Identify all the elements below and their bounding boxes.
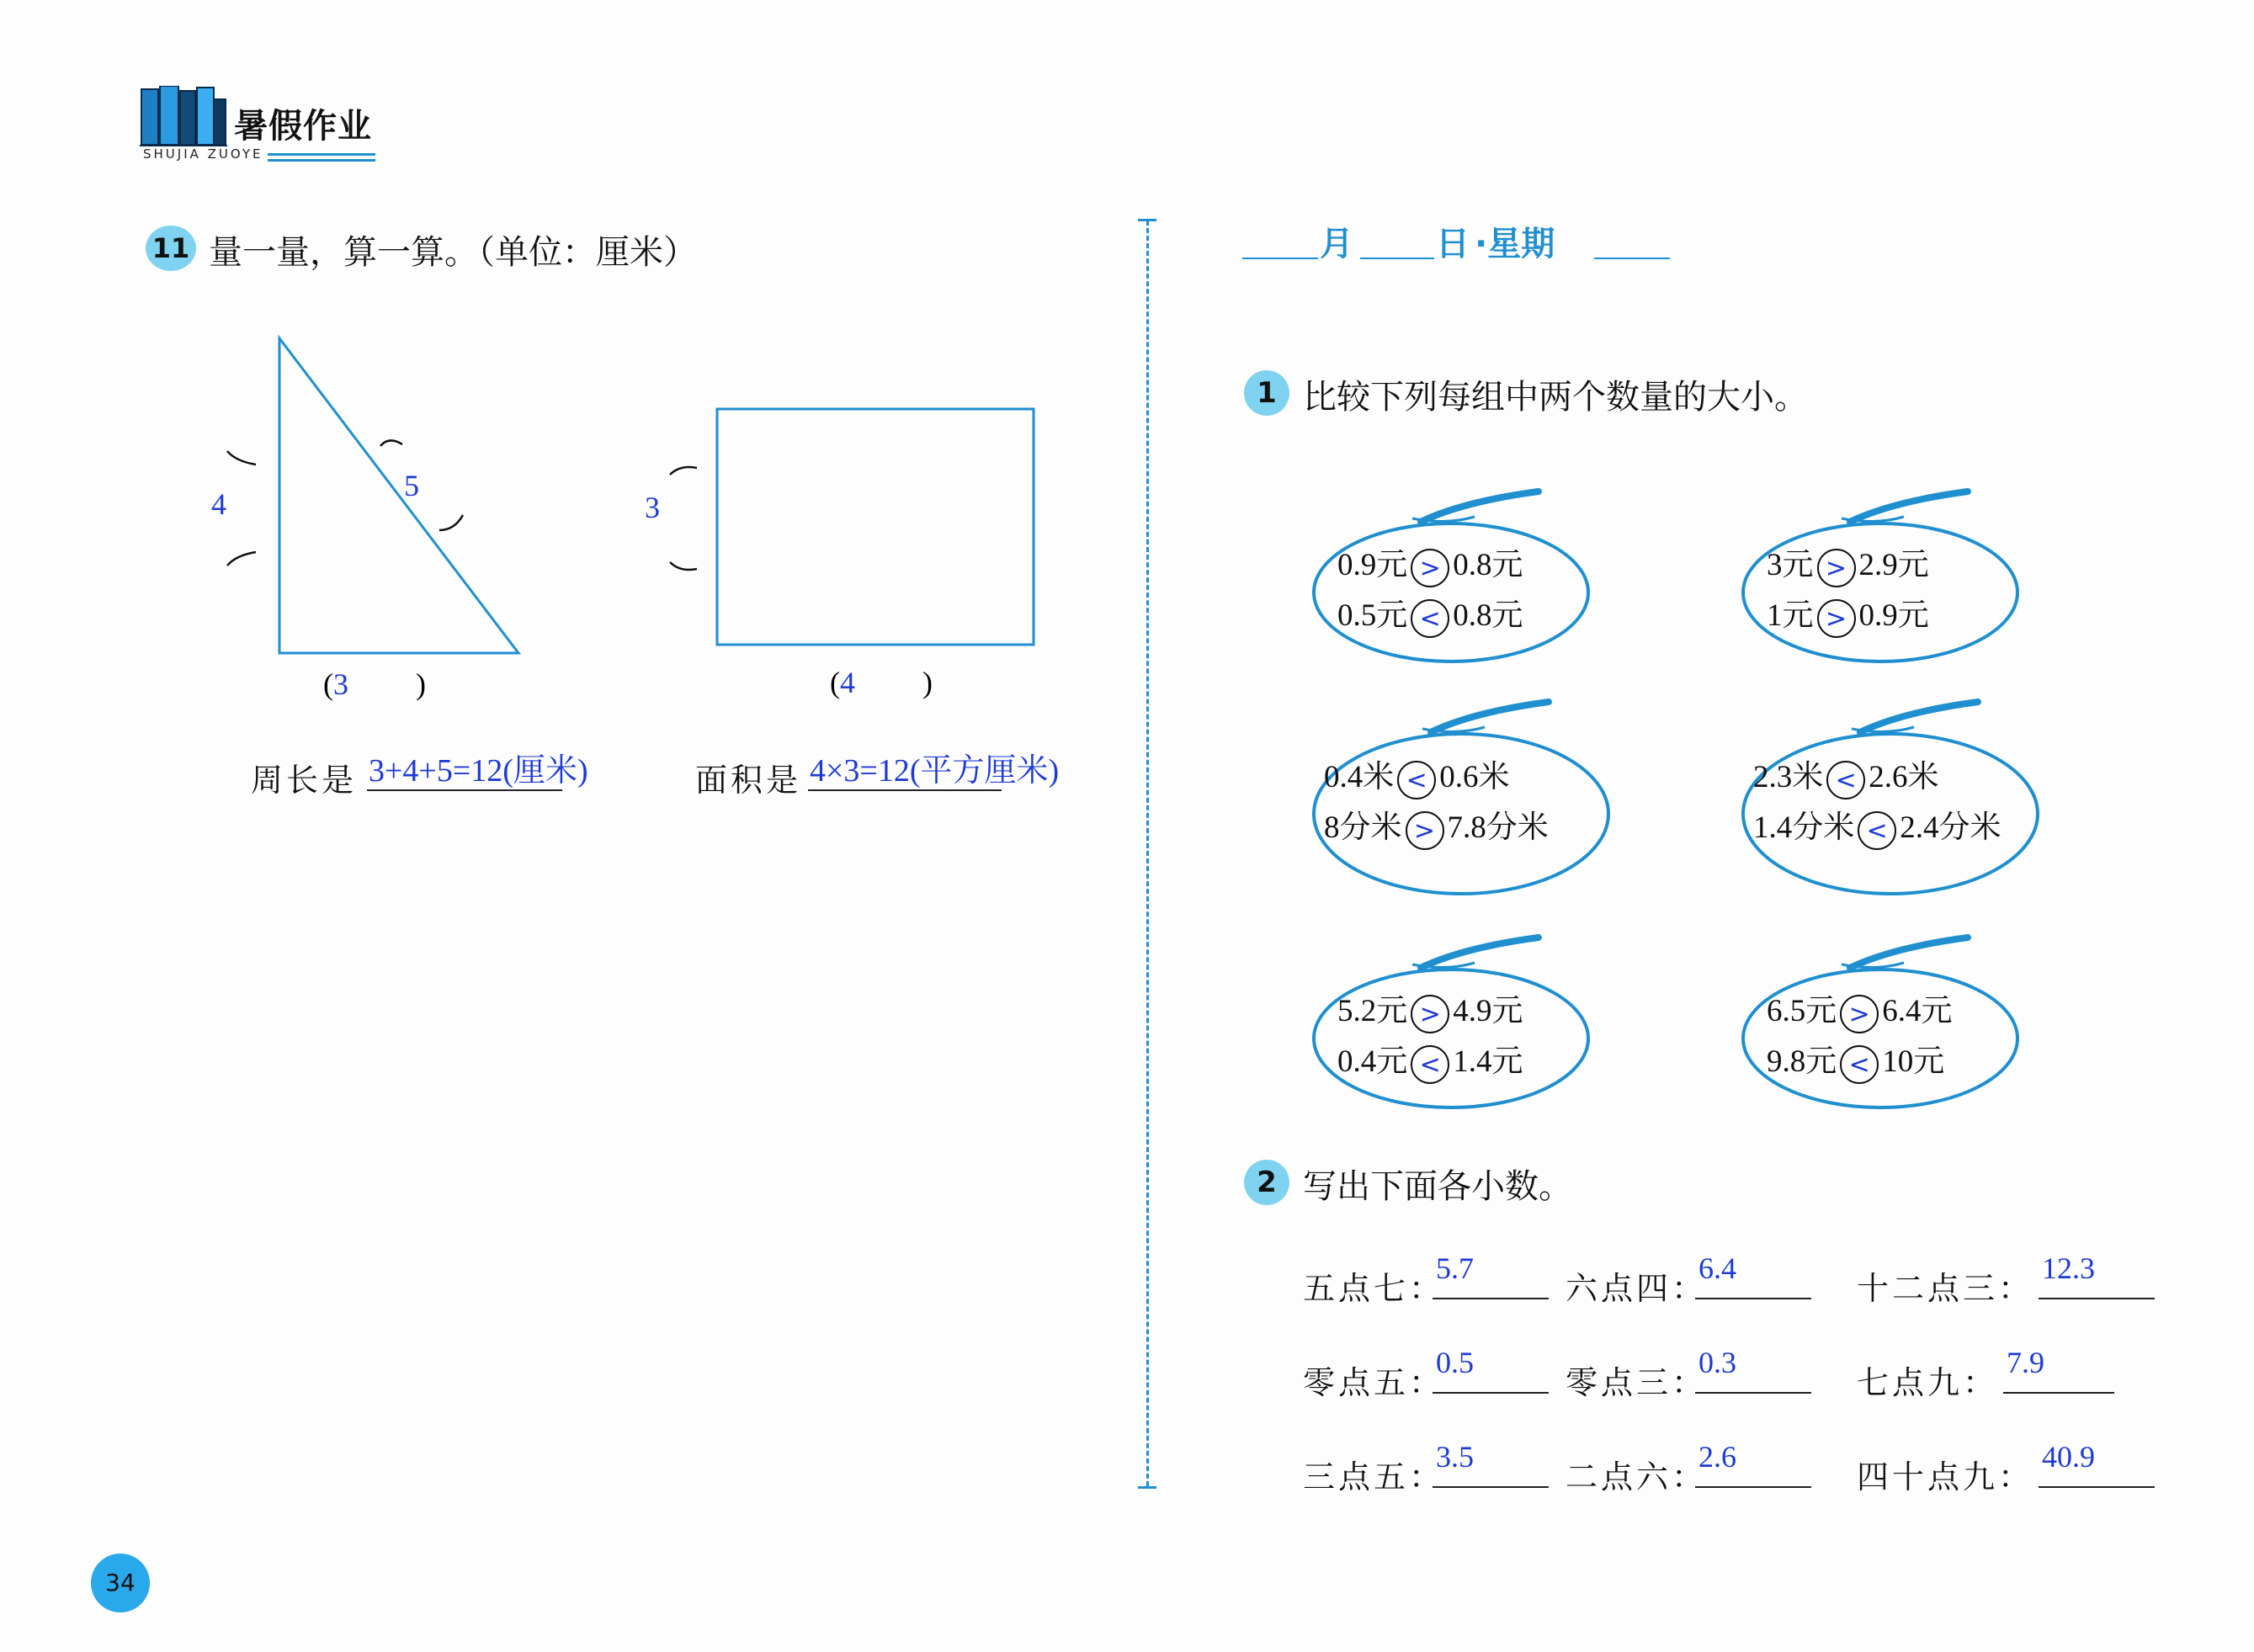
question-2-text: 写出下面各小数。: [1303, 1167, 1572, 1206]
triangle-bottom-label: [323, 667, 426, 702]
decimal-item-label: 四十点九：: [1857, 1458, 2034, 1495]
left-quantity: 0.4元: [1337, 1044, 1408, 1079]
decimal-item-label: 零点三：: [1566, 1364, 1708, 1401]
triangle-hypotenuse: 5: [404, 469, 419, 502]
decimal-item-answer: 7.9: [2007, 1346, 2044, 1379]
triangle-figure: [202, 320, 539, 673]
divider-cap-bottom: [1138, 1486, 1156, 1489]
books-icon: [140, 86, 227, 146]
decimal-item-underline: [1433, 1392, 1549, 1394]
decimal-item-underline: [1695, 1392, 1811, 1394]
comparison-row: [1324, 751, 1510, 799]
rectangle-bottom-close: ): [922, 666, 933, 699]
date-day: 日: [1436, 225, 1470, 263]
decimal-item-answer: 3.5: [1436, 1440, 1474, 1474]
left-quantity: 1.4分米: [1753, 810, 1855, 845]
comparison-sign: <: [1826, 761, 1865, 799]
comparison-sign: <: [1858, 811, 1896, 850]
comparison-row: [1753, 801, 2001, 850]
date-month: 月: [1320, 225, 1353, 263]
decimal-item-label: 三点五：: [1303, 1458, 1445, 1495]
comparison-sign: <: [1411, 1045, 1449, 1084]
comparison-row: [1337, 589, 1523, 638]
question-11-text: 量一量，算一算。（单位：厘米）: [209, 233, 697, 272]
left-quantity: 5.2元: [1337, 994, 1408, 1028]
question-number-2: 2: [1244, 1160, 1289, 1205]
comparison-sign: <: [1411, 599, 1449, 638]
left-quantity: 3元: [1767, 548, 1814, 582]
decimal-item-label: 五点七：: [1303, 1270, 1445, 1307]
comparison-sign: <: [1840, 1045, 1879, 1084]
right-quantity: 10元: [1882, 1044, 1945, 1079]
decimal-item-underline: [1433, 1298, 1549, 1299]
decimal-item-answer: 2.6: [1698, 1440, 1736, 1474]
decimal-item-underline: [2039, 1486, 2155, 1488]
comparison-group: [1309, 934, 1600, 1123]
area-answer: 4×3=12(平方厘米): [810, 753, 1060, 789]
right-quantity: 0.8元: [1453, 598, 1523, 633]
left-quantity: 8分米: [1324, 810, 1402, 845]
left-quantity: 9.8元: [1767, 1044, 1837, 1079]
comparison-row: [1337, 1035, 1523, 1084]
rectangle-bottom-value: 4: [840, 666, 855, 699]
rectangle-figure: [657, 396, 1052, 656]
left-quantity: 0.4米: [1324, 760, 1395, 794]
header-logo: [140, 84, 392, 165]
question-1-text: 比较下列每组中两个数量的大小。: [1303, 378, 1808, 417]
decimal-item-label: 零点五：: [1303, 1364, 1445, 1401]
decimal-item-underline: [1695, 1486, 1811, 1488]
decimal-item-underline: [2039, 1298, 2155, 1299]
right-quantity: 0.8元: [1453, 548, 1523, 582]
logo-underline-2: [268, 159, 375, 162]
decimal-item-underline: [1433, 1486, 1549, 1488]
comparison-group: [1738, 699, 2049, 909]
decimal-item-answer: 0.3: [1698, 1346, 1736, 1379]
decimal-item-label: 十二点三：: [1857, 1270, 2034, 1307]
center-divider: [1146, 220, 1149, 1486]
day-blank: [1360, 258, 1434, 259]
area-underline: [808, 789, 1002, 791]
triangle-bottom-open: (: [323, 667, 333, 701]
triangle-bottom-value: 3: [333, 667, 348, 701]
comparison-sign: >: [1840, 995, 1879, 1033]
comparison-sign: >: [1411, 995, 1449, 1033]
comparison-row: [1753, 751, 1939, 799]
comparison-group: [1309, 488, 1600, 677]
comparison-row: [1767, 539, 1929, 587]
comparison-sign: >: [1406, 811, 1444, 850]
comparison-row: [1324, 801, 1549, 850]
decimal-item-underline: [2003, 1392, 2114, 1394]
comparison-group: [1738, 934, 2029, 1123]
page-number: 34: [91, 1554, 150, 1612]
comparison-sign: <: [1397, 761, 1436, 799]
left-quantity: 0.9元: [1337, 548, 1408, 582]
comparison-row: [1767, 985, 1953, 1033]
perimeter-underline: [367, 789, 562, 791]
triangle-left-side: 4: [211, 487, 226, 521]
decimal-item-answer: 0.5: [1436, 1346, 1474, 1379]
decimal-item-underline: [1695, 1298, 1811, 1299]
month-blank: [1242, 258, 1318, 259]
question-number-1: 1: [1244, 370, 1289, 416]
right-quantity: 0.9元: [1858, 598, 1929, 633]
rectangle-bottom-label: [830, 665, 933, 700]
date-week: ·星期: [1475, 225, 1555, 263]
logo-underline: [268, 153, 375, 156]
comparison-row: [1337, 539, 1523, 587]
right-quantity: 2.9元: [1858, 548, 1929, 582]
comparison-sign: >: [1817, 549, 1856, 587]
decimal-item-label: 六点四：: [1566, 1270, 1708, 1307]
decimal-item-answer: 40.9: [2042, 1440, 2095, 1474]
comparison-row: [1767, 589, 1929, 638]
comparison-group: [1738, 488, 2029, 677]
right-quantity: 0.6米: [1439, 760, 1510, 794]
divider-cap-top: [1138, 219, 1156, 221]
comparison-group: [1309, 699, 1620, 909]
area-label: 面积是: [695, 762, 802, 799]
decimal-item-label: 七点九：: [1857, 1364, 1999, 1401]
right-quantity: 4.9元: [1453, 994, 1523, 1028]
perimeter-answer: 3+4+5=12(厘米): [369, 753, 588, 789]
left-quantity: 0.5元: [1337, 598, 1408, 633]
week-blank: [1594, 258, 1670, 259]
left-quantity: 2.3米: [1753, 760, 1824, 794]
decimal-item-answer: 12.3: [2042, 1251, 2095, 1285]
decimal-item-answer: 5.7: [1436, 1251, 1474, 1285]
question-number-11: 11: [146, 226, 196, 271]
decimal-item-answer: 6.4: [1698, 1251, 1736, 1285]
comparison-row: [1337, 985, 1523, 1033]
right-quantity: 7.8分米: [1447, 810, 1549, 845]
decimal-item-label: 二点六：: [1566, 1458, 1708, 1495]
rectangle-left-side: 3: [645, 491, 660, 524]
left-quantity: 1元: [1767, 598, 1814, 633]
right-quantity: 1.4元: [1453, 1044, 1523, 1079]
triangle-bottom-close: ): [416, 667, 426, 701]
right-quantity: 2.6米: [1869, 760, 1939, 794]
comparison-sign: >: [1817, 599, 1856, 638]
right-quantity: 2.4分米: [1900, 810, 2001, 845]
logo-title: 暑假作业: [234, 107, 372, 146]
perimeter-label: 周长是: [251, 762, 358, 799]
right-quantity: 6.4元: [1882, 994, 1953, 1028]
comparison-row: [1767, 1035, 1944, 1084]
logo-subtitle: SHUJIA ZUOYE: [143, 146, 263, 162]
rectangle-bottom-open: (: [830, 666, 840, 699]
left-quantity: 6.5元: [1767, 994, 1837, 1028]
comparison-sign: >: [1411, 549, 1449, 587]
